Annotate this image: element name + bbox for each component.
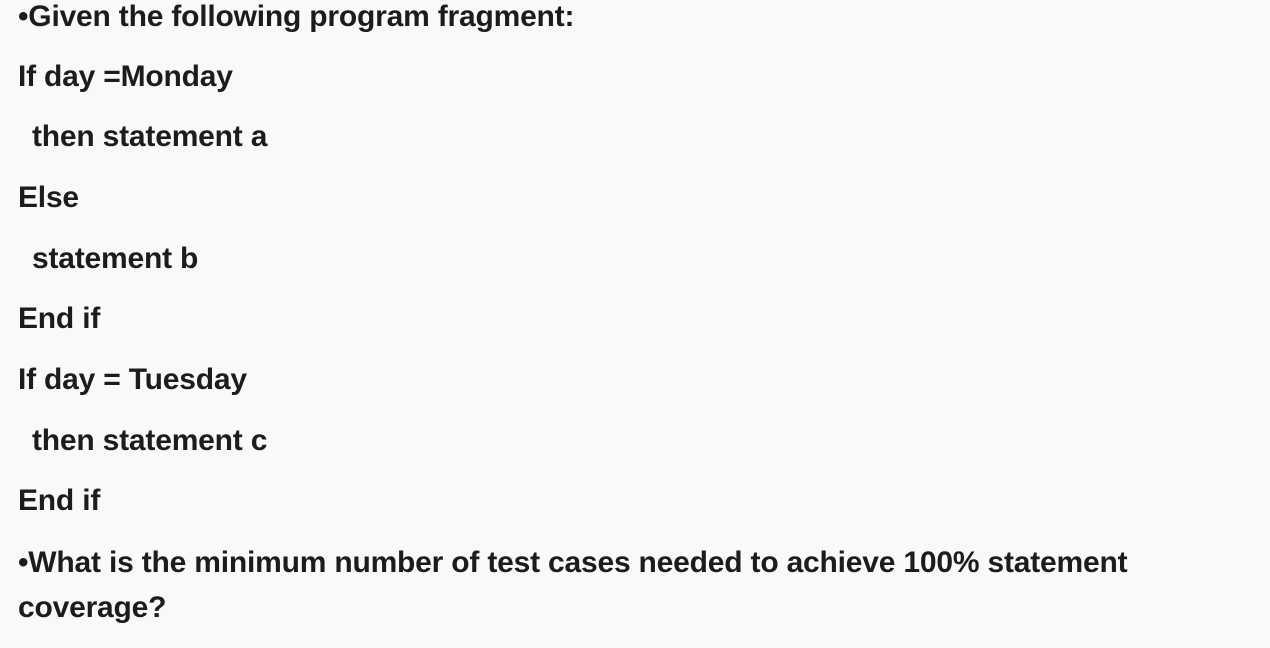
code-line-then-a: then statement a [32,120,268,153]
question-prompt: •What is the minimum number of test cases needed to achieve 100% statement coverage? [18,546,1128,624]
question-intro: •Given the following program fragment: [18,0,575,33]
code-line-if-tuesday: If day = Tuesday [18,363,247,396]
code-line-then-c: then statement c [32,424,268,457]
code-line-if-monday: If day =Monday [18,60,233,93]
code-line-end-if-1: End if [18,302,101,335]
code-line-end-if-2: End if [18,484,101,517]
code-line-statement-b: statement b [32,242,199,275]
code-line-else: Else [18,181,79,214]
